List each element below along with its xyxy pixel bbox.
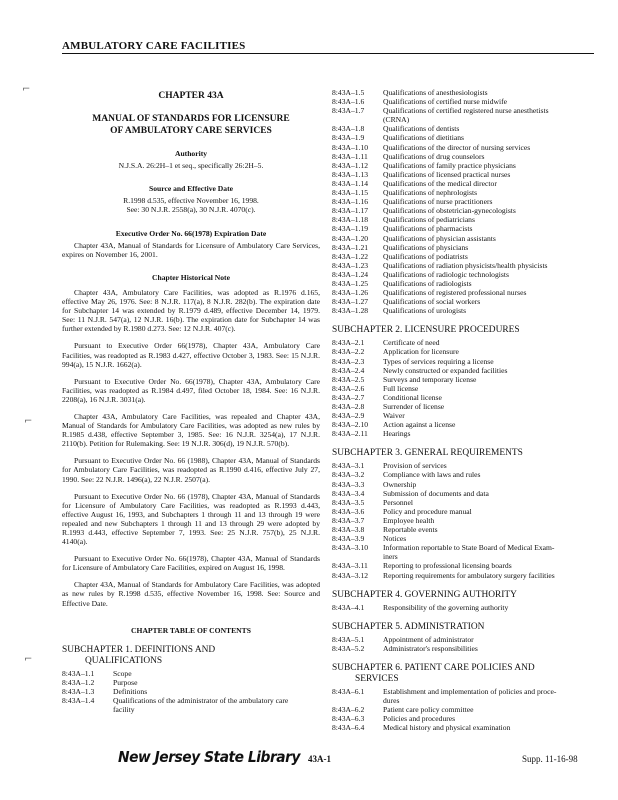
section-number: 8:43A–1.7 — [332, 106, 365, 116]
section-title-text: Qualifications of anesthesiologists — [383, 88, 488, 97]
toc-row[interactable] — [332, 179, 594, 188]
left-column — [62, 88, 320, 714]
toc-list — [332, 603, 594, 612]
section-title — [383, 635, 594, 644]
section-title: Definitions — [113, 686, 148, 696]
section-number: 8:43A–3.6 — [332, 506, 365, 516]
section-title-cont: (CRNA) — [383, 115, 410, 125]
subchapter-heading: SUBCHAPTER 3. GENERAL REQUIREMENTS — [332, 448, 523, 459]
toc-list — [332, 338, 594, 438]
history-paragraph: Pursuant to Executive Order No. 66(1978), Chapter 43A, Manual of Standards for Licensure of Ambulatory Care Facilities, expired on August 16, 1998. — [62, 554, 320, 573]
section-title — [383, 338, 594, 347]
section-title-text: Qualifications of social workers — [383, 297, 481, 307]
subchapter-heading: SUBCHAPTER 2. LICENSURE PROCEDURES — [332, 325, 520, 336]
section-title-text: Qualifications of licensed practical nurses — [383, 169, 511, 179]
toc-row[interactable] — [332, 188, 594, 197]
toc-row[interactable] — [332, 133, 594, 142]
section-title-text: Reportable events — [383, 525, 438, 535]
toc-row[interactable] — [332, 124, 594, 133]
section-title: Scope — [113, 668, 132, 678]
section-title-text: Submission of documents and data — [383, 488, 489, 498]
toc-row[interactable] — [332, 714, 594, 723]
toc-row[interactable] — [332, 234, 594, 243]
subchapter-heading — [62, 645, 320, 667]
section-title-text: Qualifications of the director of nursing services — [383, 142, 531, 152]
toc-list — [332, 635, 594, 653]
section-number: 8:43A–2.6 — [332, 383, 365, 393]
section-title — [383, 723, 594, 732]
section-number: 8:43A–1.17 — [332, 206, 369, 216]
page-footer — [0, 748, 618, 778]
toc-row[interactable] — [332, 206, 594, 215]
margin-mark: ⌐ — [22, 84, 31, 95]
section-title — [383, 357, 594, 366]
source-line: R.1998 d.535, effective November 16, 1998. — [123, 196, 259, 206]
section-title — [383, 197, 594, 206]
section-title-cont: facility — [113, 705, 135, 715]
toc-row[interactable] — [332, 288, 594, 297]
section-title-text: Ownership — [383, 479, 417, 489]
section-number: 8:43A–5.2 — [332, 643, 365, 653]
toc-row[interactable] — [332, 261, 594, 270]
section-title — [383, 571, 594, 580]
margin-mark: ⌐ — [24, 416, 33, 427]
history-paragraph: Pursuant to Executive Order 66(1978), Chapter 43A, Ambulatory Care Facilities, was readopted as R.1983 d.427, effective October 3, 1983. See: 15 N.J.R. 994(a), 15 N.J.R. 1662(a). — [62, 341, 320, 369]
section-title: Purpose — [113, 677, 138, 687]
section-title — [383, 402, 594, 411]
section-title — [383, 161, 594, 170]
section-number: 8:43A–3.11 — [332, 561, 368, 571]
section-number: 8:43A–1.13 — [332, 169, 369, 179]
section-title — [383, 170, 594, 179]
toc-row[interactable] — [332, 543, 594, 561]
section-title-text: Qualifications of dietitians — [383, 133, 464, 143]
toc-row[interactable] — [332, 270, 594, 279]
section-title-text: Qualifications of obstetrician-gynecologists — [383, 206, 516, 216]
section-title — [383, 88, 594, 97]
section-number: 8:43A–1.14 — [332, 178, 369, 188]
section-number: 8:43A–3.4 — [332, 488, 365, 498]
section-number: 8:43A–6.3 — [332, 714, 365, 724]
authority-text: N.J.S.A. 26:2H–1 et seq., specifically 26:2H–5. — [118, 161, 264, 171]
section-title-text: Qualifications of pharmacists — [383, 224, 473, 234]
section-number: 8:43A–3.7 — [332, 515, 365, 525]
toc-row[interactable] — [332, 561, 594, 570]
toc-row[interactable] — [332, 723, 594, 732]
section-title — [383, 470, 594, 479]
section-title-text: Notices — [383, 534, 407, 544]
margin-mark: ⌐ — [24, 654, 33, 665]
section-title-text: Qualifications of registered professional nurses — [383, 288, 527, 298]
section-number: 8:43A–1.11 — [332, 151, 368, 161]
section-title-text: Types of services requiring a license — [383, 356, 494, 366]
section-title-text: Surrender of license — [383, 402, 445, 411]
history-paragraph: Pursuant to Executive Order No. 66 (1988), Chapter 43A, Manual of Standards for Ambulatory Care Facilities, was readopted as R.1990 d.416, effective July 27, 1990. See: 22 N.J.R. 1496(a), 22 N.J.R. 2507(a). — [62, 456, 320, 484]
source-heading: Source and Effective Date — [148, 184, 233, 194]
toc-row[interactable] — [62, 669, 320, 678]
section-number: 8:43A–1.18 — [332, 215, 369, 225]
toc-row[interactable] — [332, 402, 594, 411]
section-title — [383, 644, 594, 653]
section-number: 8:43A–1.2 — [62, 677, 95, 687]
section-title-text: Action against a license — [383, 420, 456, 430]
section-number: 8:43A–2.5 — [332, 374, 365, 384]
section-title-text: Appointment of administrator — [383, 634, 474, 644]
history-paragraphs — [62, 288, 320, 608]
section-title-text: Employee health — [383, 515, 435, 525]
toc-row[interactable] — [332, 393, 594, 402]
section-number: 8:43A–1.27 — [332, 297, 369, 307]
section-number: 8:43A–1.3 — [62, 686, 95, 696]
section-number: 8:43A–1.9 — [332, 133, 365, 143]
section-title — [383, 252, 594, 261]
history-heading: Chapter Historical Note — [152, 272, 230, 282]
section-title-text: Qualifications of radiation physicists/health physicists — [383, 260, 548, 270]
section-number: 8:43A–6.1 — [332, 686, 365, 696]
toc-row[interactable] — [332, 384, 594, 393]
history-paragraph: Pursuant to Executive Order No. 66(1978), Chapter 43A, Ambulatory Care Facilities, was readopted as R.1984 d.497, filed October 18, 1984. See: 16 N.J.R. 2208(a), 16 N.J.R. 3031(a). — [62, 376, 320, 404]
toc-row[interactable] — [332, 347, 594, 356]
toc-row[interactable] — [332, 420, 594, 429]
toc-row[interactable] — [332, 252, 594, 261]
section-number: 8:43A–3.5 — [332, 497, 365, 507]
section-title-text: Qualifications of nephrologists — [383, 188, 478, 198]
section-title — [383, 480, 594, 489]
section-title — [383, 429, 594, 438]
section-title-text: Reporting to professional licensing boards — [383, 561, 512, 571]
section-number: 8:43A–4.1 — [332, 602, 365, 612]
section-title-text: Qualifications of urologists — [383, 306, 467, 316]
toc-row[interactable] — [332, 97, 594, 106]
history-paragraph: Chapter 43A, Ambulatory Care Facilities, was adopted as R.1976 d.165, effective May 26, 1976. See: 8 N.J.R. 117(a), 8 N.J.R. 282(b). The expiration date for Subchapter 14 was extended by R.1979 d.489, effective December 14, 1979. See: 11 N.J.R. 547(a), 12 N.J.R. 16(b). The expiration date for Subchapter 14 was further extended by R.1980 d.273. See: 12 N.J.R. 407(c). — [62, 287, 320, 334]
section-title — [383, 279, 594, 288]
subchapter-heading — [332, 663, 594, 685]
toc-row[interactable] — [332, 461, 594, 470]
toc-row[interactable] — [332, 224, 594, 233]
section-number: 8:43A–1.28 — [332, 306, 369, 316]
section-title-text: Qualifications of the medical director — [383, 178, 497, 188]
subchapter-heading: SUBCHAPTER 4. GOVERNING AUTHORITY — [332, 589, 517, 600]
section-title-text: Provision of services — [383, 461, 447, 471]
section-number: 8:43A–3.8 — [332, 525, 365, 535]
section-title — [383, 243, 594, 252]
section-number: 8:43A–1.22 — [332, 251, 369, 261]
section-number: 8:43A–2.3 — [332, 356, 365, 366]
toc-row[interactable] — [332, 375, 594, 384]
right-column — [332, 88, 594, 732]
section-title-text: Application for licensure — [383, 347, 459, 357]
section-title-text: Qualifications of the administrator of the ambulatory care — [113, 696, 289, 706]
section-title-text: Policies and procedures — [383, 714, 456, 724]
toc-row[interactable] — [332, 644, 594, 653]
section-title-text: Qualifications of nurse practitioners — [383, 197, 493, 207]
section-number: 8:43A–1.1 — [62, 668, 95, 678]
section-number: 8:43A–1.23 — [332, 260, 369, 270]
section-title — [383, 188, 594, 197]
subchapter-heading-line: QUALIFICATIONS — [85, 655, 163, 666]
section-title — [383, 106, 594, 124]
section-number: 8:43A–2.11 — [332, 429, 368, 439]
section-title-text: Full license — [383, 383, 419, 393]
chapter-title-line: MANUAL OF STANDARDS FOR LICENSURE — [92, 114, 290, 125]
section-number: 8:43A–3.2 — [332, 470, 365, 480]
section-number: 8:43A–5.1 — [332, 634, 365, 644]
section-number: 8:43A–1.15 — [332, 188, 369, 198]
section-title-text: Qualifications of certified registered nurse anesthetists — [383, 106, 549, 116]
section-number: 8:43A–1.10 — [332, 142, 369, 152]
history-paragraph: Pursuant to Executive Order No. 66 (1978), Chapter 43A, Manual of Standards for Licensure of Ambulatory Care Facilities, was readopted as R.1993 d.443, effective August 16, 1993, and Subchapters 1 through 11 and 13 through 19 were repealed and new Subchapters 1 through 11 and 13 through 29 were adopted by R.1993 d.443, effective September 7, 1993. See: 25 N.J.R. 757(b), 25 N.J.R. 4140(a). — [62, 491, 320, 547]
section-title-text: Surveys and temporary license — [383, 374, 477, 384]
section-title — [383, 561, 594, 570]
subchapter-heading-line: SUBCHAPTER 6. PATIENT CARE POLICIES AND — [332, 662, 535, 673]
toc-row[interactable] — [332, 534, 594, 543]
toc-row[interactable] — [332, 161, 594, 170]
section-title-text: Policy and procedure manual — [383, 506, 472, 516]
section-title — [383, 507, 594, 516]
subchapter-heading: SUBCHAPTER 5. ADMINISTRATION — [332, 621, 485, 632]
toc-row[interactable] — [332, 470, 594, 479]
section-title — [383, 366, 594, 375]
section-title-text: Hearings — [383, 429, 411, 439]
section-title-text: Qualifications of drug counselors — [383, 151, 485, 161]
toc-row[interactable] — [332, 297, 594, 306]
section-title-text: Qualifications of radiologists — [383, 278, 472, 288]
subchapter-heading-line: SERVICES — [355, 673, 399, 684]
toc-row[interactable] — [332, 357, 594, 366]
section-number: 8:43A–2.7 — [332, 392, 365, 402]
section-title — [383, 687, 594, 705]
section-number: 8:43A–6.2 — [332, 705, 365, 715]
section-title-text: Establishment and implementation of policies and proce- — [383, 686, 557, 696]
section-number: 8:43A–1.20 — [332, 233, 369, 243]
toc-row[interactable] — [332, 507, 594, 516]
section-title — [383, 347, 594, 356]
toc-row[interactable] — [332, 106, 594, 124]
section-title-text: Newly constructed or expanded facilities — [383, 365, 508, 375]
section-title — [383, 234, 594, 243]
chapter-title — [62, 113, 320, 137]
section-title — [383, 375, 594, 384]
section-title — [383, 705, 594, 714]
toc-row[interactable] — [332, 143, 594, 152]
section-title — [383, 543, 594, 561]
library-stamp: New Jersey State Library — [118, 748, 301, 766]
chapter-number: CHAPTER 43A — [158, 91, 224, 101]
toc-row[interactable] — [332, 306, 594, 315]
section-title — [383, 215, 594, 224]
section-title — [383, 393, 594, 402]
toc-row[interactable] — [332, 170, 594, 179]
running-header: AMBULATORY CARE FACILITIES — [62, 40, 246, 52]
section-title — [383, 411, 594, 420]
section-number: 8:43A–3.9 — [332, 534, 365, 544]
chapter-title-line: OF AMBULATORY CARE SERVICES — [110, 126, 272, 137]
toc-row[interactable] — [332, 687, 594, 705]
section-number: 8:43A–1.24 — [332, 269, 369, 279]
section-number: 8:43A–2.10 — [332, 420, 369, 430]
authority-heading: Authority — [174, 149, 208, 159]
toc-row[interactable] — [332, 571, 594, 580]
section-number: 8:43A–1.6 — [332, 97, 365, 107]
toc-heading: CHAPTER TABLE OF CONTENTS — [131, 625, 251, 635]
section-title — [383, 143, 594, 152]
toc-row[interactable] — [62, 696, 320, 714]
section-number: 8:43A–1.19 — [332, 224, 369, 234]
toc-row[interactable] — [332, 215, 594, 224]
toc-row[interactable] — [332, 480, 594, 489]
section-number: 8:43A–2.8 — [332, 402, 365, 411]
toc-list — [332, 461, 594, 579]
section-title — [383, 288, 594, 297]
section-title — [383, 714, 594, 723]
section-title-text: Conditional license — [383, 392, 442, 402]
toc-row[interactable] — [332, 525, 594, 534]
section-title-text: Qualifications of dentists — [383, 124, 460, 134]
toc-row[interactable] — [62, 678, 320, 687]
section-title-text: Qualifications of physicians — [383, 242, 469, 252]
section-title — [383, 516, 594, 525]
section-title-cont: iners — [383, 552, 398, 562]
toc-row[interactable] — [332, 411, 594, 420]
toc-row[interactable] — [332, 429, 594, 438]
section-title — [383, 97, 594, 106]
section-title — [113, 696, 320, 714]
section-number: 8:43A–1.21 — [332, 242, 369, 252]
history-paragraph: Chapter 43A, Manual of Standards for Ambulatory Care Facilities, was adopted as new rules by R.1998 d.535, effective November 16, 1998. See: Source and Effective Date. — [62, 580, 320, 608]
section-number: 8:43A–2.9 — [332, 411, 365, 421]
toc-row[interactable] — [332, 489, 594, 498]
section-title-text: Qualifications of podiatrists — [383, 251, 468, 261]
toc-list — [332, 88, 594, 315]
toc-list — [62, 669, 320, 714]
section-title — [383, 270, 594, 279]
source-line: See: 30 N.J.R. 2558(a), 30 N.J.R. 4070(c). — [126, 205, 256, 215]
section-title-text: Qualifications of radiologic technologists — [383, 269, 509, 279]
section-title-text: Qualifications of pediatricians — [383, 215, 475, 225]
toc-row[interactable] — [332, 279, 594, 288]
section-title-text: Patient care policy committee — [383, 705, 474, 715]
section-title-text: Qualifications of family practice physicians — [383, 160, 516, 170]
subchapter-heading-line: SUBCHAPTER 1. DEFINITIONS AND — [62, 644, 216, 655]
section-title-text: Responsibility of the governing authority — [383, 602, 509, 612]
section-title-cont: dures — [383, 695, 400, 705]
section-title — [383, 152, 594, 161]
toc-row[interactable] — [332, 603, 594, 612]
toc-row[interactable] — [332, 243, 594, 252]
toc-row[interactable] — [332, 338, 594, 347]
header-rule — [62, 53, 594, 54]
section-title-text: Medical history and physical examination — [383, 723, 511, 733]
supplement-date: Supp. 11-16-98 — [522, 754, 578, 764]
section-number: 8:43A–2.1 — [332, 338, 365, 348]
section-number: 8:43A–6.4 — [332, 723, 365, 733]
exec-order-text: Chapter 43A, Manual of Standards for Licensure of Ambulatory Care Services, expires on November 16, 2001. — [62, 240, 320, 259]
section-title — [383, 224, 594, 233]
section-title-text: Certificate of need — [383, 338, 440, 348]
section-title — [383, 534, 594, 543]
toc-row[interactable] — [332, 498, 594, 507]
section-title — [383, 461, 594, 470]
section-title — [383, 498, 594, 507]
section-number: 8:43A–1.26 — [332, 288, 369, 298]
section-title — [383, 297, 594, 306]
toc-row[interactable] — [332, 705, 594, 714]
section-title-text: Qualifications of physician assistants — [383, 233, 496, 243]
section-title — [383, 420, 594, 429]
section-title — [383, 261, 594, 270]
toc-row[interactable] — [332, 366, 594, 375]
page-number: 43A-1 — [308, 754, 331, 764]
toc-row[interactable] — [62, 687, 320, 696]
section-title-text: Personnel — [383, 497, 413, 507]
toc-list — [332, 687, 594, 732]
history-paragraph: Chapter 43A, Ambulatory Care Facilities, was repealed and Chapter 43A, Manual of Standards for Ambulatory Care Facilities, was adopted as new rules by R.1985 d.438, effective September 3, 1985. See: 16 N.J.R. 3254(a), 17 N.J.R. 2110(b). Petition for Rulemaking. See: 19 N.J.R. 306(d), 19 N.J.R. 570(b). — [62, 411, 320, 449]
section-title — [383, 525, 594, 534]
section-title-text: Waiver — [383, 411, 405, 421]
section-title — [383, 306, 594, 315]
section-number: 8:43A–1.5 — [332, 88, 365, 97]
section-title-text: Administrator's responsibilities — [383, 643, 478, 653]
section-number: 8:43A–3.12 — [332, 570, 369, 580]
section-title-text: Reporting requirements for ambulatory surgery facilities — [383, 570, 555, 580]
section-number: 8:43A–3.10 — [332, 543, 369, 553]
toc-row[interactable] — [332, 197, 594, 206]
toc-row[interactable] — [332, 516, 594, 525]
section-number: 8:43A–1.8 — [332, 124, 365, 134]
section-number: 8:43A–3.1 — [332, 461, 365, 471]
toc-row[interactable] — [332, 88, 594, 97]
toc-row[interactable] — [332, 152, 594, 161]
section-title-text: Information reportable to State Board of Medical Exam- — [383, 543, 555, 553]
section-title — [383, 603, 594, 612]
toc-row[interactable] — [332, 635, 594, 644]
section-title — [383, 124, 594, 133]
section-title — [383, 384, 594, 393]
section-number: 8:43A–3.3 — [332, 479, 365, 489]
section-number: 8:43A–2.2 — [332, 347, 365, 357]
section-number: 8:43A–1.25 — [332, 278, 369, 288]
section-title-text: Compliance with laws and rules — [383, 470, 481, 480]
section-title — [383, 133, 594, 142]
section-number: 8:43A–2.4 — [332, 365, 365, 375]
section-number: 8:43A–1.12 — [332, 160, 369, 170]
section-title-text: Qualifications of certified nurse midwife — [383, 97, 507, 107]
section-title — [383, 206, 594, 215]
section-title — [383, 179, 594, 188]
section-number: 8:43A–1.16 — [332, 197, 369, 207]
section-title — [383, 489, 594, 498]
exec-order-heading: Executive Order No. 66(1978) Expiration Date — [115, 228, 267, 238]
section-number: 8:43A–1.4 — [62, 696, 95, 706]
